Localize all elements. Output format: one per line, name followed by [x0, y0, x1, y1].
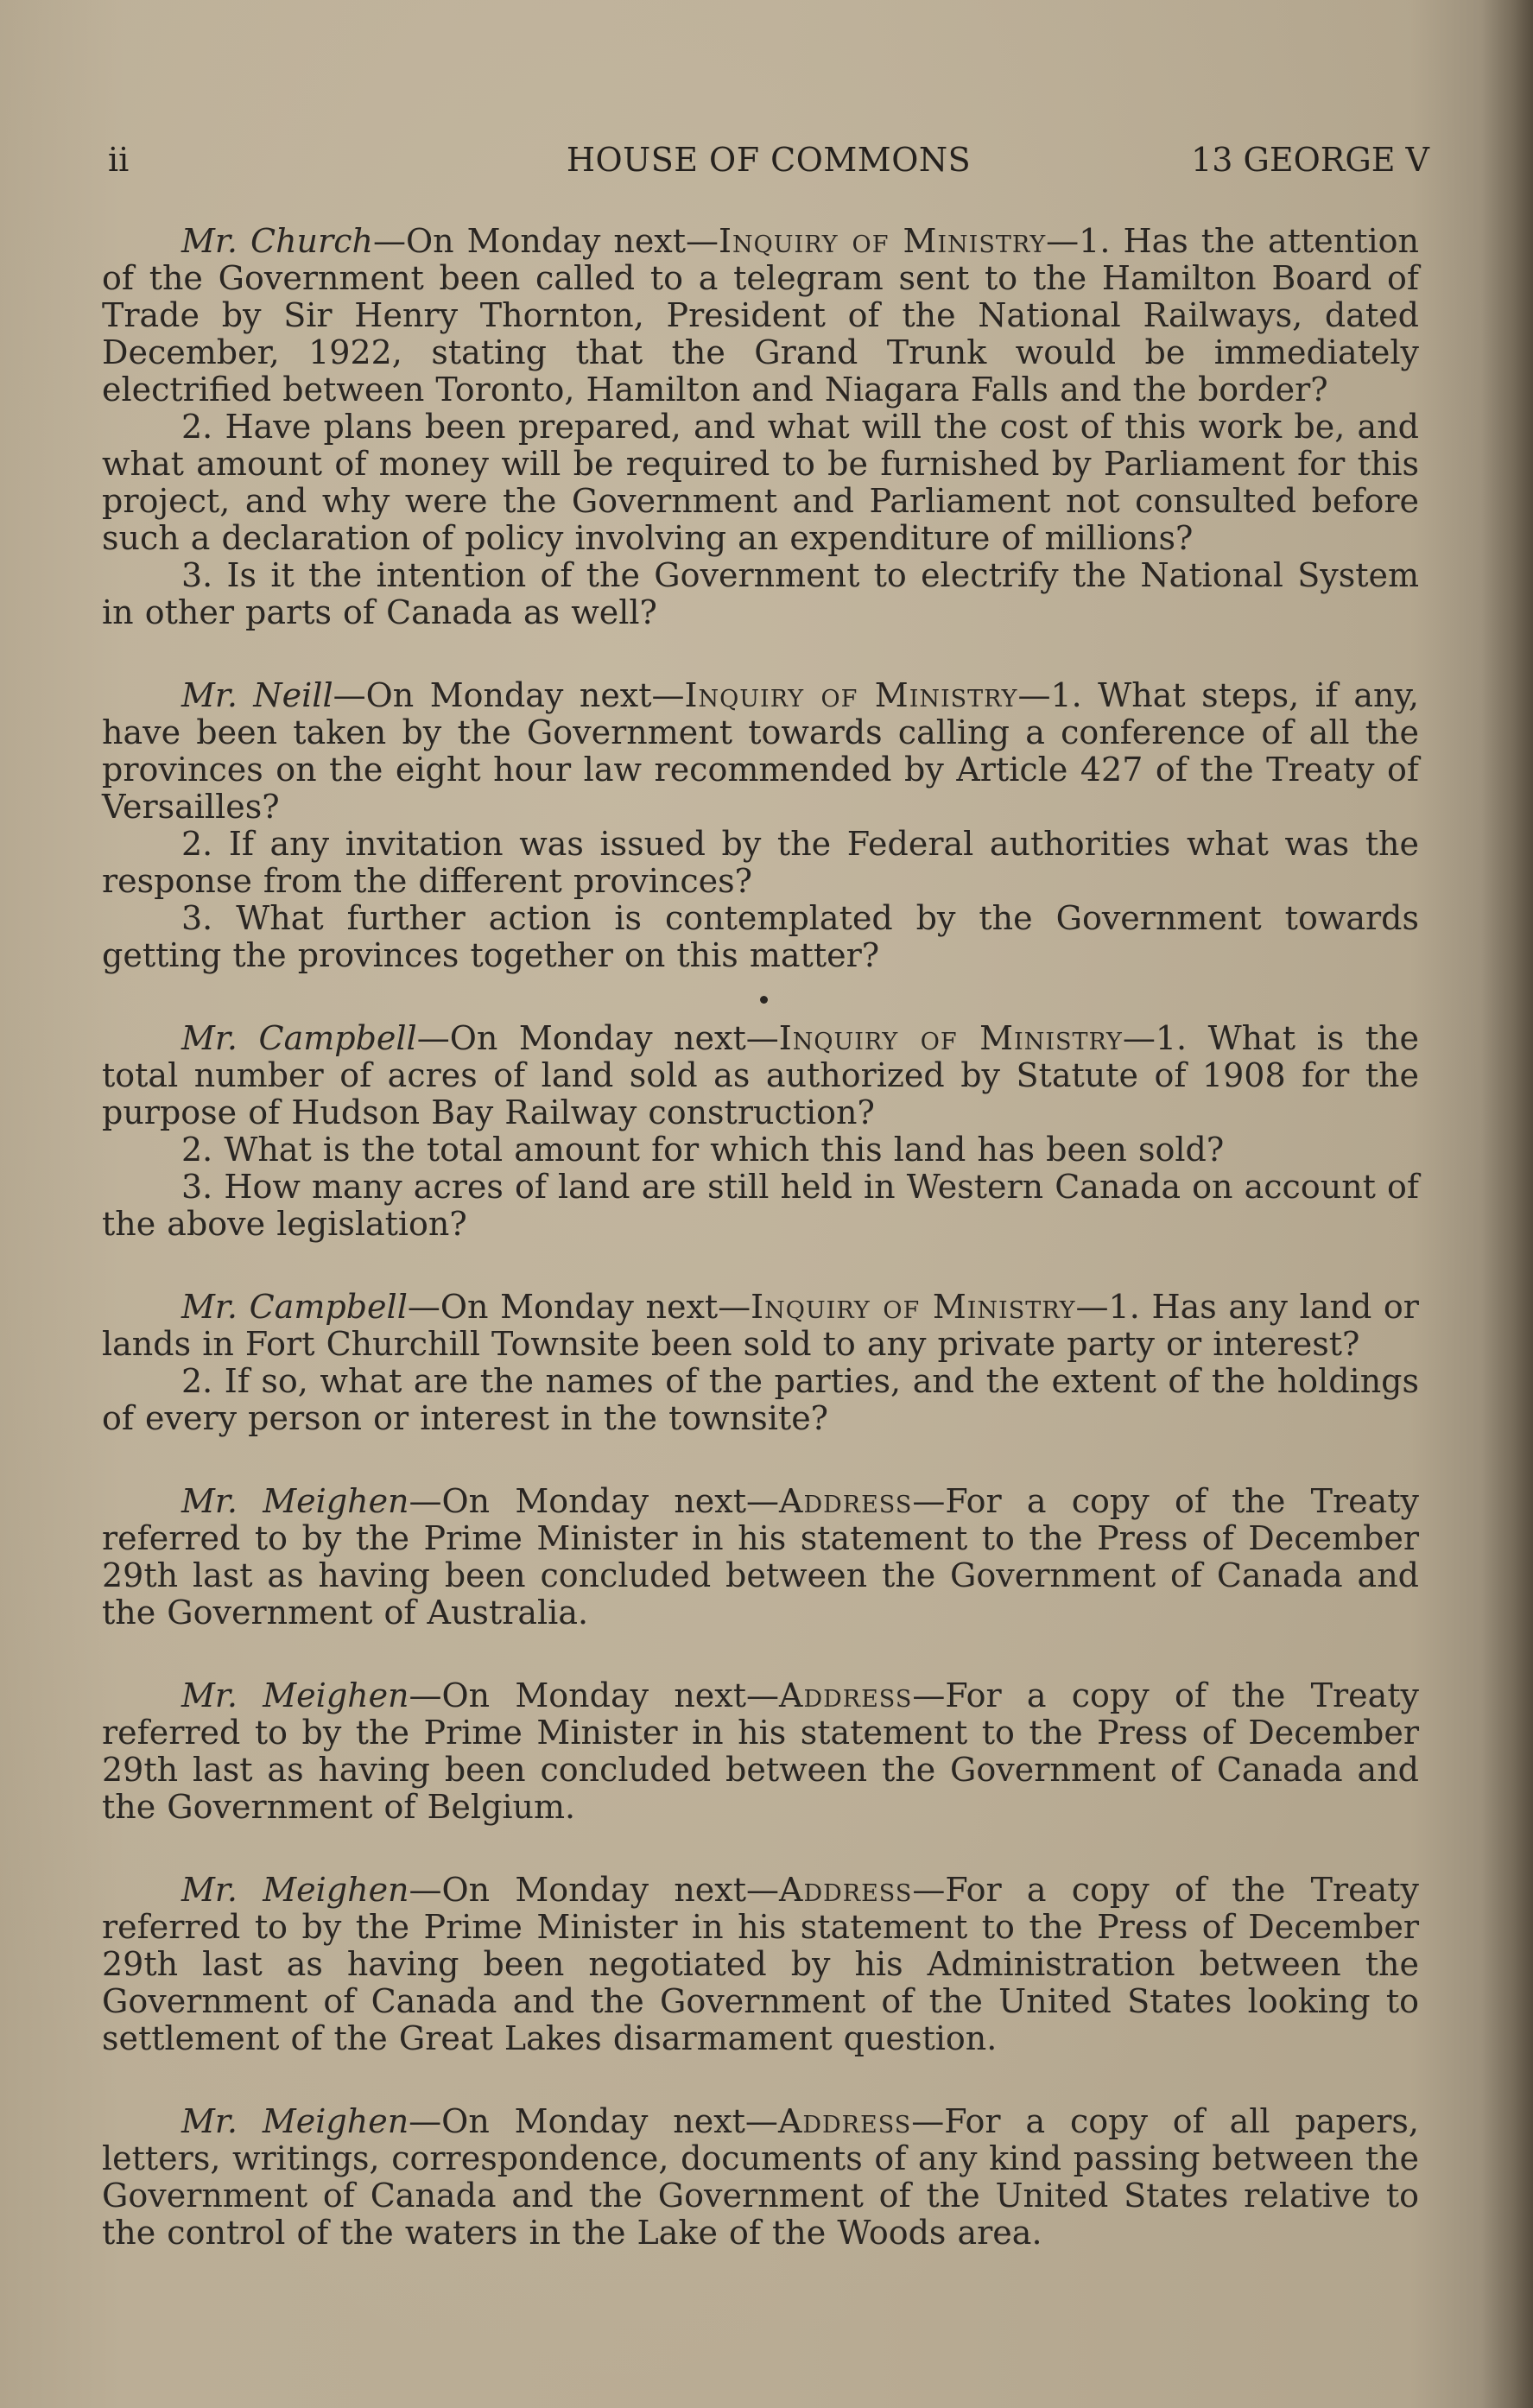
mover-name: Mr. Campbell	[181, 1019, 417, 1057]
notice-paragraph: Mr. Church—On Monday next—Inquiry of Ministry—1. Has the attention of the Government been called to a telegram sent to the Hamilton Board of Trade by Sir Henry Thornton, President of the National Railways, dated December, 1922, stating that the Grand Trunk would be immediately electrified between Toronto, Hamilton and Niagara Falls and the border?	[102, 222, 1419, 409]
notice-kind: Inquiry of Ministry	[751, 1288, 1076, 1326]
notice-paragraph: 2. Have plans been prepared, and what will the cost of this work be, and what amount of money will be required to be furnished by Parliament for this project, and why were the Government and Parliament not consulted before such a declaration of policy involving an expenditure of millions?	[102, 408, 1419, 557]
notice-kind: Address	[779, 1676, 913, 1714]
notice-entry	[102, 223, 1419, 631]
notice-paragraph: 2. If so, what are the names of the parties, and the extent of the holdings of every person or interest in the townsite?	[102, 1362, 1419, 1437]
page-title: HOUSE OF COMMONS	[566, 141, 972, 179]
notice-kind: Address	[777, 2102, 912, 2140]
notice-paragraph: Mr. Campbell—On Monday next—Inquiry of Ministry—1. What is the total number of acres of land sold as authorized by Statute of 1908 for the purpose of Hudson Bay Railway construction?	[102, 1019, 1419, 1131]
notice-paragraph: 3. What further action is contemplated by the Government towards getting the provinces together on this matter?	[102, 899, 1419, 974]
notice-kind: Inquiry of Ministry	[684, 676, 1018, 714]
notice-paragraph: Mr. Neill—On Monday next—Inquiry of Ministry—1. What steps, if any, have been taken by the Government towards calling a conference of all the provinces on the eight hour law recommended by Article 427 of the Treaty of Versailles?	[102, 676, 1419, 826]
mover-name: Mr. Campbell	[181, 1288, 408, 1326]
mover-name: Mr. Meighen	[181, 1482, 409, 1520]
notice-entry	[102, 1872, 1419, 2057]
mover-name: Mr. Neill	[181, 676, 333, 714]
notice-kind: Address	[779, 1482, 913, 1520]
running-head	[108, 138, 1429, 181]
notice-kind: Inquiry of Ministry	[778, 1019, 1123, 1057]
mover-name: Mr. Church	[181, 222, 373, 260]
session-label: 13 GEORGE V	[1191, 141, 1429, 179]
notice-paragraph: Mr. Meighen—On Monday next—Address—For a copy of the Treaty referred to by the Prime Minister in his statement to the Press of December 29th last as having been concluded between the Government of Canada and the Government of Australia.	[102, 1482, 1419, 1632]
notice-paragraph: 2. What is the total amount for which this land has been sold?	[181, 1131, 1225, 1169]
notice-paragraph: 2. If any invitation was issued by the Federal authorities what was the response from the different provinces?	[102, 825, 1419, 900]
notice-paragraph: Mr. Meighen—On Monday next—Address—For a copy of the Treaty referred to by the Prime Minister in his statement to the Press of December 29th last as having been negotiated by his Administration between the Government of Canada and the Government of the United States looking to settlement of the Great Lakes disarmament question.	[102, 1871, 1419, 2057]
notice-paragraph: 3. How many acres of land are still held in Western Canada on account of the above legislation?	[102, 1168, 1419, 1243]
notice-paragraph: Mr. Meighen—On Monday next—Address—For a copy of the Treaty referred to by the Prime Minister in his statement to the Press of December 29th last as having been concluded between the Government of Canada and the Government of Belgium.	[102, 1676, 1419, 1826]
notice-entry	[102, 1020, 1419, 1243]
notice-kind: Inquiry of Ministry	[719, 222, 1047, 260]
notice-entry	[102, 677, 1419, 974]
notice-entry	[102, 2103, 1419, 2252]
notice-entry	[102, 1483, 1419, 1632]
mover-name: Mr. Meighen	[181, 1871, 409, 1909]
notice-paragraph: Mr. Meighen—On Monday next—Address—For a copy of all papers, letters, writings, correspondence, documents of any kind passing between the Government of Canada and the Government of the United States relative to the control of the waters in the Lake of the Woods area.	[102, 2102, 1419, 2252]
mover-name: Mr. Meighen	[181, 2102, 409, 2140]
page-number: ii	[108, 141, 130, 179]
notice-list	[102, 223, 1419, 2297]
page-edge-shadow	[1481, 0, 1533, 2408]
notice-entry	[102, 1677, 1419, 1826]
notice-paragraph: Mr. Campbell—On Monday next—Inquiry of Ministry—1. Has any land or lands in Fort Churchill Townsite been sold to any private party or interest?	[102, 1288, 1419, 1363]
notice-kind: Address	[779, 1871, 913, 1909]
notice-entry	[102, 1289, 1419, 1437]
notice-paragraph: 3. Is it the intention of the Government to electrify the National System in other parts of Canada as well?	[102, 556, 1419, 631]
mover-name: Mr. Meighen	[181, 1676, 409, 1714]
